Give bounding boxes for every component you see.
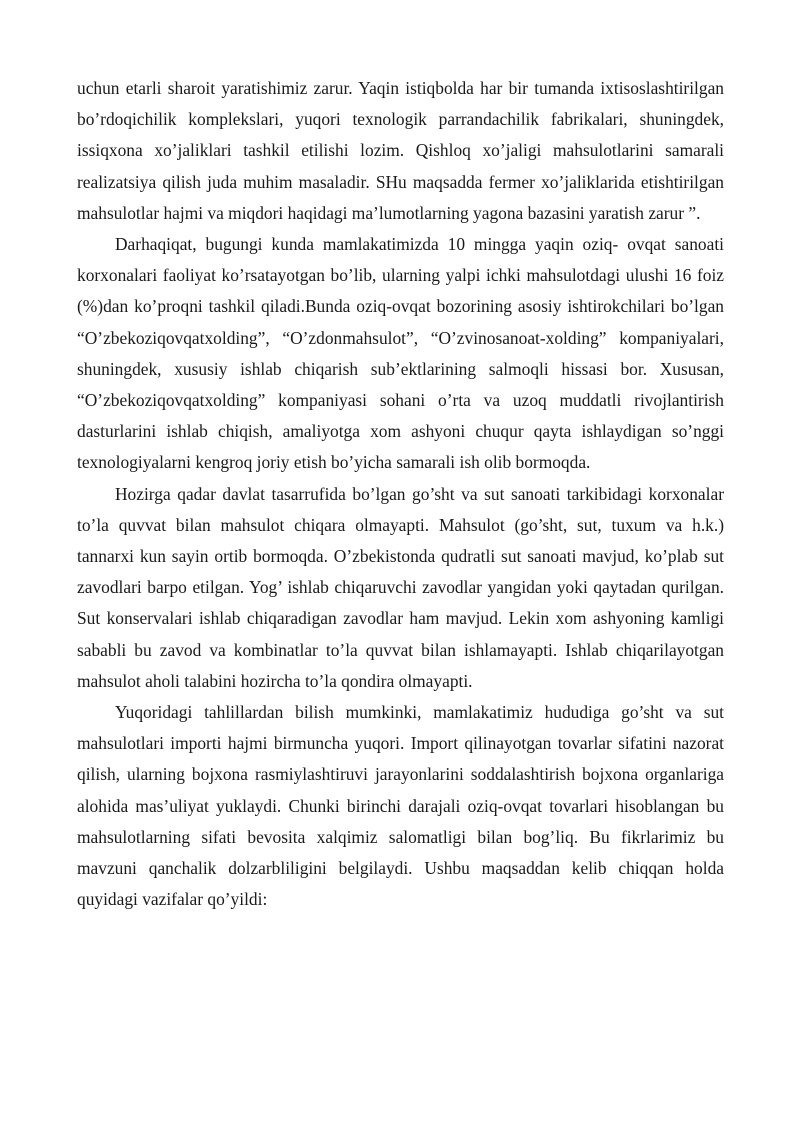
paragraph-3: Hozirga qadar davlat tasarrufida bo’lgan go’sht va sut sanoati tarkibidagi korxonalar to’la quvvat bilan mahsulot chiqara olmayapti. Mahsulot (go’sht, sut, tuxum va h.k.) tannarxi kun sayin ortib bormoqda. O’zbekistonda qudratli sut sanoati mavjud, ko’plab sut zavodlari barpo etilgan. Yog’ ishlab chiqaruvchi zavodlar yangidan yoki qaytadan qurilgan. Sut konservalari ishlab chiqaradigan zavodlar ham mavjud. Lekin xom ashyoning kamligi sababli bu zavod va kombinatlar to’la quvvat bilan ishlamayapti. Ishlab chiqarilayotgan mahsulot aholi talabini hozircha to’la qondira olmayapti. (77, 483, 724, 691)
paragraph-1: uchun etarli sharoit yaratishimiz zarur. Yaqin istiqbolda har bir tumanda ixtisoslashtirilgan bo’rdoqichilik komplekslari, yuqori texnologik parrandachilik fabrikalari, shuningdek, issiqxona xo’jaliklari tashkil etilishi lozim. Qishloq xo’jaligi mahsulotlarini samarali realizatsiya qilish juda muhim masaladir. SHu maqsadda fermer xo’jaliklarida etishtirilgan mahsulotlar hajmi va miqdori haqidagi ma’lumotlarning yagona bazasini yaratish zarur ”. (77, 78, 724, 223)
document-page (77, 73, 724, 915)
paragraph-2: Darhaqiqat, bugungi kunda mamlakatimizda 10 mingga yaqin oziq- ovqat sanoati korxonalari faoliyat ko’rsatayotgan bo’lib, ularning yalpi ichki mahsulotdagi ulushi 16 foiz (%)dan ko’proqni tashkil qiladi.Bunda oziq-ovqat bozorining asosiy ishtirokchilari bo’lgan “O’zbekoziqovqatxolding”, “O’zdonmahsulot”, “O’zvinosanoat-xolding” kompaniyalari, shuningdek, xususiy ishlab chiqarish sub’ektlarining salmoqli hissasi bor. Xususan, “O’zbekoziqovqatxolding” kompaniyasi sohani o’rta va uzoq muddatli rivojlantirish dasturlarini ishlab chiqish, amaliyotga xom ashyoni chuqur qayta ishlaydigan so’nggi texnologiyalarni kengroq joriy etish bo’yicha samarali ish olib bormoqda. (77, 234, 724, 473)
paragraph-4: Yuqoridagi tahlillardan bilish mumkinki, mamlakatimiz hududiga go’sht va sut mahsulotlari importi hajmi birmuncha yuqori. Import qilinayotgan tovarlar sifatini nazorat qilish, ularning bojxona rasmiylashtiruvi jarayonlarini soddalashtirish bojxona organlariga alohida mas’uliyat yuklaydi. Chunki birinchi darajali oziq-ovqat tovarlari hisoblangan bu mahsulotlarning sifati bevosita xalqimiz salomatligi bilan bog’liq. Bu fikrlarimiz bu mavzuni qanchalik dolzarbliligini belgilaydi. Ushbu maqsaddan kelib chiqqan holda quyidagi vazifalar qo’yildi: (77, 702, 724, 910)
